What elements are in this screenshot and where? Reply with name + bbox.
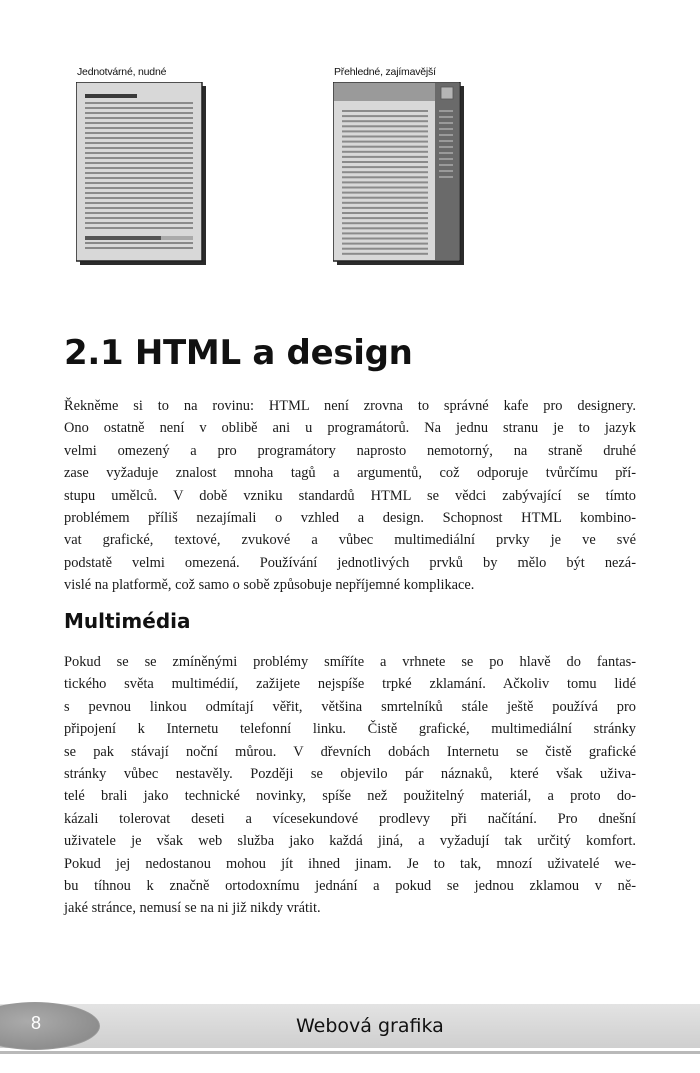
- paragraph-line: kázali tolerovat deseti a vícesekundové prodlevy při načítání. Pro dnešní: [64, 810, 636, 827]
- footer-divider: [0, 1051, 700, 1054]
- placeholder-text-line: [342, 141, 428, 143]
- paragraph-line: vat grafické, textové, zvukové a vůbec multimediální prvky je ve své: [64, 532, 636, 549]
- placeholder-text-line: [342, 181, 428, 183]
- paragraph-line: podstatě velmi omezená. Používání jednotlivých prvků by mělo být nezá-: [64, 554, 636, 571]
- placeholder-text-line: [85, 197, 193, 199]
- structured-layout-illustration: [333, 82, 464, 265]
- placeholder-text-line: [85, 172, 193, 174]
- placeholder-text-line: [342, 207, 428, 209]
- placeholder-text-line: [85, 207, 193, 209]
- paragraph-line: tického světa multimédií, zažijete nejspíše trpké zklamání. Ačkoliv tomu lidé: [64, 676, 636, 693]
- placeholder-text-line: [85, 112, 193, 114]
- placeholder-text-line: [85, 187, 193, 189]
- paragraph-line: vislé na platformě, což samo o sobě způsobuje nepříjemné komplikace.: [64, 577, 475, 594]
- placeholder-text-line: [85, 117, 193, 119]
- placeholder-text-line: [342, 136, 428, 138]
- placeholder-text-line: [342, 151, 428, 153]
- placeholder-text-line: [85, 202, 193, 204]
- placeholder-text-line: [85, 137, 193, 139]
- placeholder-text-line: [342, 156, 428, 158]
- placeholder-text-line: [85, 177, 193, 179]
- placeholder-nav-line: [439, 146, 453, 148]
- paragraph-line: Ono ostatně není v oblibě ani u programátorů. Na jednu stranu je to jazyk: [64, 420, 636, 437]
- placeholder-nav-line: [439, 158, 453, 160]
- placeholder-text-line: [342, 197, 428, 199]
- placeholder-text-line: [85, 122, 193, 124]
- placeholder-text-line: [342, 227, 428, 229]
- placeholder-nav-line: [439, 176, 453, 178]
- placeholder-nav-line: [439, 164, 453, 166]
- placeholder-text-line: [85, 192, 193, 194]
- subsection-heading: Multimédia: [64, 609, 191, 633]
- figure-left-caption: Jednotvárné, nudné: [77, 66, 167, 78]
- placeholder-text-line: [85, 102, 193, 104]
- placeholder-text-line: [85, 167, 193, 169]
- placeholder-nav-line: [439, 134, 453, 136]
- placeholder-text-line: [342, 202, 428, 204]
- running-chapter-title: Webová grafika: [296, 1015, 444, 1037]
- subsection-paragraph: [64, 651, 636, 920]
- paragraph-line: jaké stránce, nemusí se na ni již nikdy vrátit.: [64, 900, 321, 917]
- page-number: 8: [31, 1013, 42, 1033]
- placeholder-text-line: [85, 152, 193, 154]
- placeholder-nav-line: [439, 128, 453, 130]
- paragraph-line: připojení k Internetu telefonní linku. Čistě grafické, multimediální stránky: [64, 721, 636, 738]
- paragraph-line: Pokud se se zmíněnými problémy smíříte a vrhnete se po hlavě do fantas-: [64, 654, 636, 670]
- placeholder-text-line: [342, 243, 428, 245]
- placeholder-text-line: [342, 146, 428, 148]
- placeholder-text-line: [85, 162, 193, 164]
- monotonous-layout-illustration: [76, 82, 206, 265]
- placeholder-text-line: [85, 107, 193, 109]
- placeholder-text-line: [342, 115, 428, 117]
- placeholder-nav-line: [439, 140, 453, 142]
- placeholder-nav-line: [439, 116, 453, 118]
- placeholder-text-line: [85, 127, 193, 129]
- placeholder-text-line: [342, 161, 428, 163]
- placeholder-text-line: [342, 171, 428, 173]
- paragraph-line: bu tíhnou k značně ortodoxnímu jednání a pokud se jednou zklamou v ně-: [64, 877, 636, 894]
- placeholder-nav-line: [439, 110, 453, 112]
- figure-right-caption: Přehledné, zajímavější: [334, 66, 436, 78]
- paragraph-line: s pevnou linkou odmítají věřit, většina smrtelníků stále ještě používá pro: [64, 698, 636, 715]
- placeholder-text-line: [342, 125, 428, 127]
- page-footer: [0, 994, 700, 1073]
- placeholder-text-line: [342, 166, 428, 168]
- section-paragraph: [64, 395, 636, 597]
- placeholder-text-line: [342, 238, 428, 240]
- paragraph-line: se pak stávají noční můrou. V dřevních dobách Internetu se čistě grafické: [64, 743, 636, 760]
- placeholder-text-line: [85, 157, 193, 159]
- placeholder-text-line: [342, 110, 428, 112]
- placeholder-text-line: [85, 217, 193, 219]
- placeholder-text-line: [342, 222, 428, 224]
- placeholder-text-line: [342, 212, 428, 214]
- placeholder-text-line: [342, 217, 428, 219]
- paragraph-line: uživatele je však web služba jako každá jiná, a vyžadují tak určitý komfort.: [64, 833, 636, 850]
- placeholder-text-line: [342, 130, 428, 132]
- paragraph-line: telé brali jako technické novinky, spíše než použitelný materiál, a proto do-: [64, 788, 636, 805]
- placeholder-text-line: [85, 222, 193, 224]
- placeholder-nav-line: [439, 122, 453, 124]
- placeholder-text-line: [342, 192, 428, 194]
- placeholder-text-line: [85, 182, 193, 184]
- placeholder-text-line: [342, 120, 428, 122]
- paragraph-line: Řekněme si to na rovinu: HTML není zrovna to správné kafe pro designery.: [64, 398, 636, 414]
- section-heading: 2.1 HTML a design: [64, 333, 413, 373]
- paragraph-line: velmi omezený a pro programátory naprosto nemotorný, na straně druhé: [64, 442, 636, 459]
- paragraph-line: problémem příliš nezajímali o vzhled a design. Schopnost HTML kombino-: [64, 509, 636, 526]
- placeholder-text-line: [342, 176, 428, 178]
- placeholder-text-line: [85, 147, 193, 149]
- placeholder-nav-line: [439, 152, 453, 154]
- paragraph-line: Pokud jej nedostanou mohou jít ihned jinam. Je to tak, mnozí uživatelé we-: [64, 855, 636, 872]
- paragraph-line: stupu umělců. V době vzniku standardů HTML se vědci zabývající se tímto: [64, 487, 636, 504]
- placeholder-nav-line: [439, 170, 453, 172]
- placeholder-text-line: [85, 227, 193, 229]
- paragraph-line: zase vyžaduje znalost mnoha tagů a argumentů, což odporuje tvůrčímu pří-: [64, 465, 636, 482]
- placeholder-text-line: [85, 142, 193, 144]
- paragraph-line: stránky vůbec nestavěly. Později se objevilo pár náznaků, které však uživa-: [64, 765, 636, 782]
- placeholder-text-line: [342, 187, 428, 189]
- placeholder-text-line: [85, 212, 193, 214]
- placeholder-text-line: [342, 232, 428, 234]
- placeholder-text-line: [342, 248, 428, 250]
- placeholder-text-line: [85, 132, 193, 134]
- placeholder-text-line: [342, 253, 428, 255]
